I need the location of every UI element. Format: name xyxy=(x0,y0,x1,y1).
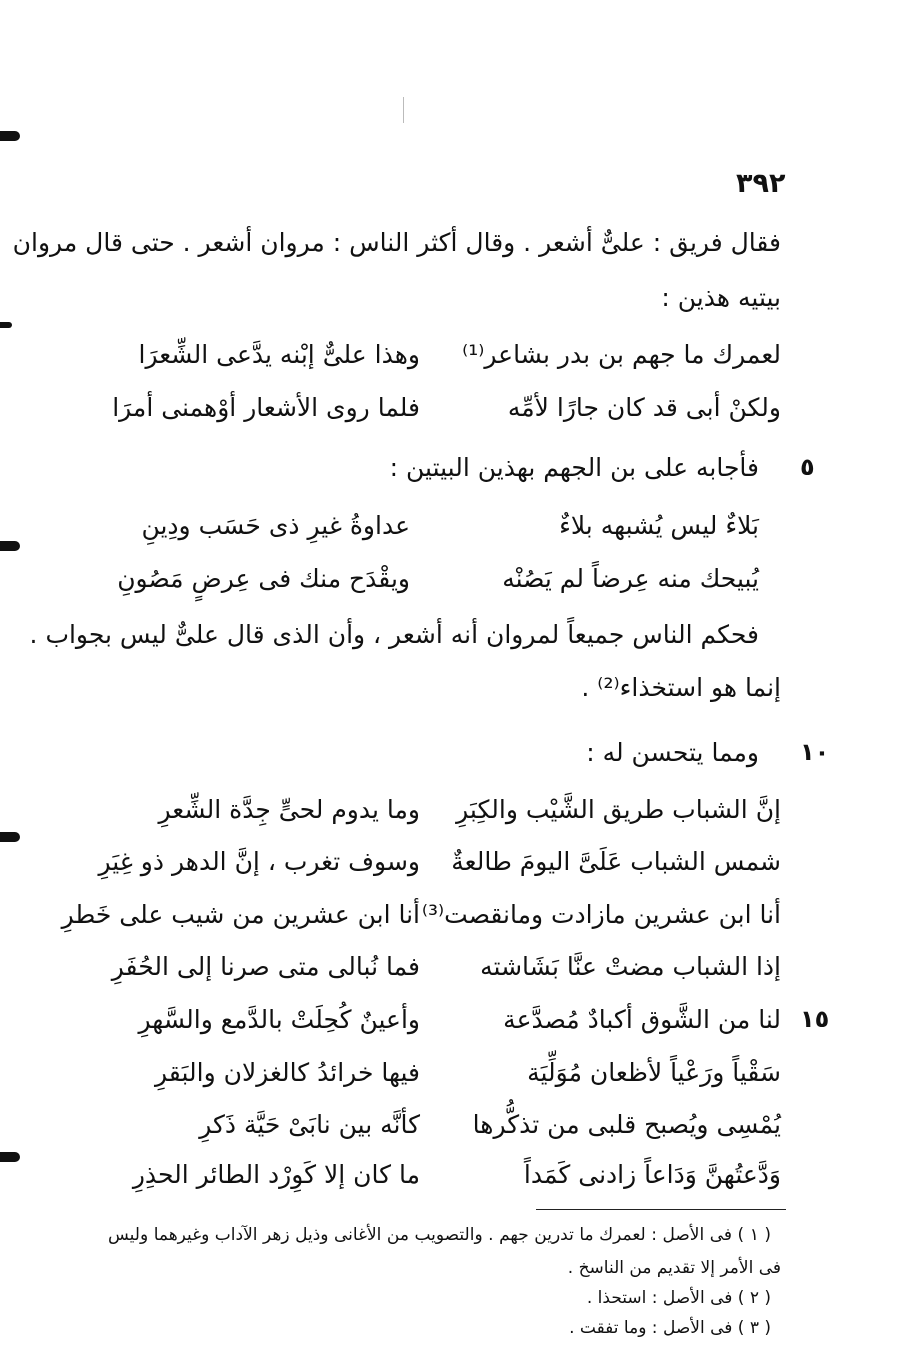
paragraph-line: ومما يتحسن له : xyxy=(586,738,759,767)
footnote-separator xyxy=(536,1209,786,1210)
line-number: ١٥ xyxy=(800,1005,830,1033)
line-number: ١٠ xyxy=(800,738,830,766)
verse-right-hemistich: لنا من الشَّوق أكبادٌ مُصدَّعة xyxy=(503,1005,781,1034)
footnote-line: ( ٣ ) فى الأصل : وما تفقت . xyxy=(569,1318,771,1338)
verse-left-hemistich: كأنَّه بين نابَىْ حَيَّة ذَكرِ xyxy=(199,1110,420,1139)
verse-left-hemistich: فما نُبالى متى صرنا إلى الحُفَرِ xyxy=(111,952,420,981)
paragraph-line: فأجابه على بن الجهم بهذين البيتين : xyxy=(389,453,759,482)
verse-right-hemistich: يُمْسِى ويُصبح قلبى من تذكُّرها xyxy=(472,1110,781,1139)
binding-mark xyxy=(0,832,20,842)
verse-right-hemistich: بَلاءٌ ليس يُشبهه بلاءٌ xyxy=(559,511,759,540)
verse-left-hemistich: وسوف تغرب ، إنَّ الدهر ذو غِيَرِ xyxy=(98,847,420,876)
verse-left-hemistich: فلما روى الأشعار أوْهمنى أمرَا xyxy=(112,393,420,422)
page-number: ٣٩٢ xyxy=(736,168,786,199)
verse-left-hemistich: فيها خرائدُ كالغزلان والبَقرِ xyxy=(155,1058,420,1087)
verse-left-hemistich: أنا ابن عشرين من شيب على خَطرِ xyxy=(61,900,420,929)
verse-right-hemistich: أنا ابن عشرين مازادت ومانقصت⁽³⁾ xyxy=(421,900,781,929)
paragraph-line: فحكم الناس جميعاً لمروان أنه أشعر ، وأن الذى قال علىٌّ ليس بجواب . xyxy=(29,620,759,649)
verse-right-hemistich: ولكنْ أبى قد كان جارًا لأمِّه xyxy=(507,393,781,422)
paragraph-line: فقال فريق : علىٌّ أشعر . وقال أكثر الناس : مروان أشعر . حتى قال مروان xyxy=(12,228,781,257)
page-fold-mark xyxy=(403,97,404,123)
verse-left-hemistich: ويقْدَح منك فى عِرضٍ مَصُونِ xyxy=(117,564,410,593)
verse-right-hemistich: إذا الشباب مضتْ عنَّا بَشَاشته xyxy=(480,952,781,981)
binding-mark xyxy=(0,541,20,551)
binding-mark xyxy=(0,1152,20,1162)
binding-mark xyxy=(0,131,20,141)
binding-mark xyxy=(0,322,12,328)
verse-left-hemistich: وهذا علىٌّ إبْنه يدَّعى الشِّعرَا xyxy=(138,340,420,369)
verse-right-hemistich: شمس الشباب عَلَىَّ اليومَ طالعةٌ xyxy=(451,847,781,876)
verse-left-hemistich: وأعينٌ كُحِلَتْ بالدَّمع والسَّهرِ xyxy=(138,1005,420,1034)
verse-right-hemistich: لعمرك ما جهم بن بدر بشاعر⁽¹⁾ xyxy=(462,340,781,369)
footnote-line: ( ١ ) فى الأصل : لعمرك ما تدرين جهم . والتصويب من الأغانى وذيل زهر الآداب وغيرهما وليس xyxy=(108,1225,771,1245)
line-number: ٥ xyxy=(800,453,815,481)
verse-left-hemistich: عداوةُ غيرِ ذى حَسَب ودِينِ xyxy=(141,511,410,540)
verse-right-hemistich: إنَّ الشباب طريق الشَّيْب والكِبَرِ xyxy=(456,795,781,824)
verse-left-hemistich: ما كان إلا كَوِرْد الطائر الحذِرِ xyxy=(132,1160,420,1189)
footnote-line: فى الأمر إلا تقديم من الناسخ . xyxy=(567,1258,781,1278)
paragraph-line: بيتيه هذين : xyxy=(661,283,781,312)
verse-right-hemistich: يُبيحك منه عِرضاً لم يَصُنْه xyxy=(502,564,759,593)
verse-left-hemistich: وما يدوم لحىٍّ جِدَّة الشِّعرِ xyxy=(158,795,420,824)
paragraph-line: إنما هو استخذاء⁽²⁾ . xyxy=(581,673,781,702)
verse-right-hemistich: وَدَّعتُهنَّ وَدَاعاً زادنى كَمَداً xyxy=(523,1160,781,1189)
footnote-line: ( ٢ ) فى الأصل : استحذا . xyxy=(586,1288,771,1308)
verse-right-hemistich: سَقْياً ورَعْياً لأظعان مُوَلِّيَة xyxy=(527,1058,781,1087)
